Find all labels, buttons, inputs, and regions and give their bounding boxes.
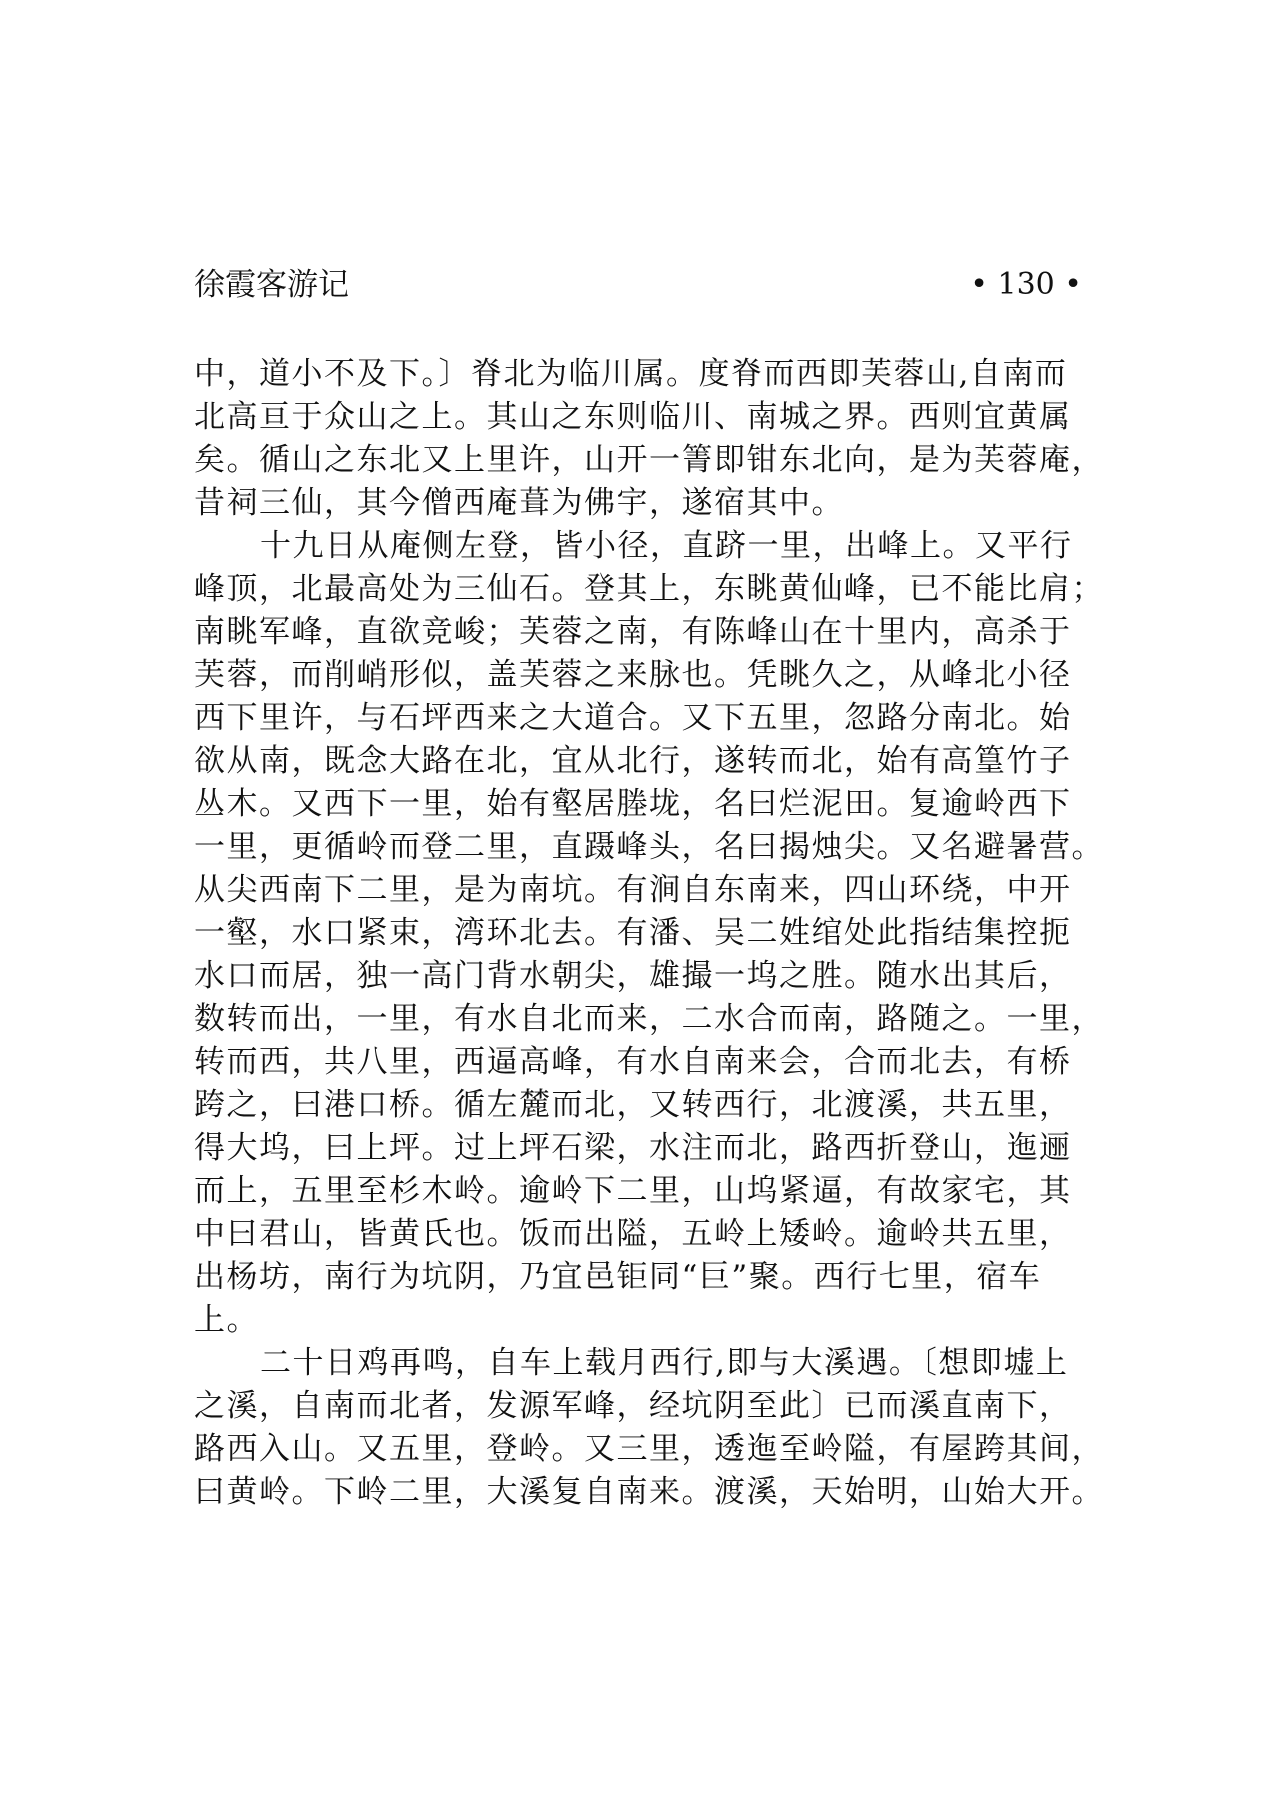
text-line: 一里，更循岭而登二里，直蹑峰头，名曰揭烛尖。又名避暑营。 xyxy=(194,829,1104,865)
text-line: 十九日从庵侧左登，皆小径，直跻一里，出峰上。又平行 xyxy=(260,528,1073,564)
text-line: 跨之，曰港口桥。循左麓而北，又转西行，北渡溪，共五里， xyxy=(194,1087,1072,1123)
text-line: 出杨坊，南行为坑阴，乃宜邑钜同“巨”聚。西行七里，宿车 xyxy=(194,1259,1042,1295)
text-line: 数转而出，一里，有水自北而来，二水合而南，路随之。一里， xyxy=(194,1001,1104,1037)
text-line: 一壑，水口紧束，湾环北去。有潘、吴二姓绾处此指结集控扼 xyxy=(194,915,1072,951)
page-header xyxy=(194,265,1082,309)
text-line: 水口而居，独一高门背水朝尖，雄撮一坞之胜。随水出其后， xyxy=(194,958,1072,994)
paragraph xyxy=(194,353,1104,525)
text-line: 得大坞，曰上坪。过上坪石梁，水注而北，路西折登山，迤逦 xyxy=(194,1130,1072,1166)
text-line: 中曰君山，皆黄氏也。饭而出隘，五岭上矮岭。逾岭共五里， xyxy=(194,1216,1072,1252)
paragraph xyxy=(194,525,1104,1342)
text-line: 芙蓉，而削峭形似，盖芙蓉之来脉也。凭眺久之，从峰北小径 xyxy=(194,657,1072,693)
text-line: 曰黄岭。下岭二里，大溪复自南来。渡溪，天始明，山始大开。 xyxy=(194,1474,1104,1510)
text-line: 上。 xyxy=(194,1302,259,1338)
text-line: 矣。循山之东北又上里许，山开一箐即钳东北向，是为芙蓉庵， xyxy=(194,442,1104,478)
body-text xyxy=(194,353,1104,1514)
text-line: 而上，五里至杉木岭。逾岭下二里，山坞紧逼，有故家宅，其 xyxy=(194,1173,1072,1209)
text-line: 欲从南，既念大路在北，宜从北行，遂转而北，始有高篁竹子 xyxy=(194,743,1072,779)
paragraph xyxy=(194,1342,1104,1514)
book-title: 徐霞客游记 xyxy=(194,267,349,303)
text-line: 北高亘于众山之上。其山之东则临川、南城之界。西则宜黄属 xyxy=(194,399,1072,435)
text-line: 丛木。又西下一里，始有壑居塍垅，名曰烂泥田。复逾岭西下 xyxy=(194,786,1072,822)
text-line: 转而西，共八里，西逼高峰，有水自南来会，合而北去，有桥 xyxy=(194,1044,1072,1080)
text-line: 南眺军峰，直欲竞峻；芙蓉之南，有陈峰山在十里内，高杀于 xyxy=(194,614,1072,650)
text-line: 昔祠三仙，其今僧西庵葺为佛宇，遂宿其中。 xyxy=(194,485,844,521)
text-line: 峰顶，北最高处为三仙石。登其上，东眺黄仙峰，已不能比肩； xyxy=(194,571,1104,607)
text-line: 之溪，自南而北者，发源军峰，经坑阴至此〕已而溪直南下， xyxy=(194,1388,1072,1424)
text-line: 二十日鸡再鸣，自车上载月西行,即与大溪遇。〔想即墟上 xyxy=(260,1345,1069,1381)
text-line: 从尖西南下二里，是为南坑。有涧自东南来，四山环绕，中开 xyxy=(194,872,1072,908)
text-line: 中，道小不及下。〕脊北为临川属。度脊而西即芙蓉山,自南而 xyxy=(194,356,1068,392)
text-line: 西下里许，与石坪西来之大道合。又下五里，忽路分南北。始 xyxy=(194,700,1072,736)
page-number: • 130 • xyxy=(970,267,1082,302)
text-line: 路西入山。又五里，登岭。又三里，透迤至岭隘，有屋跨其间， xyxy=(194,1431,1104,1467)
